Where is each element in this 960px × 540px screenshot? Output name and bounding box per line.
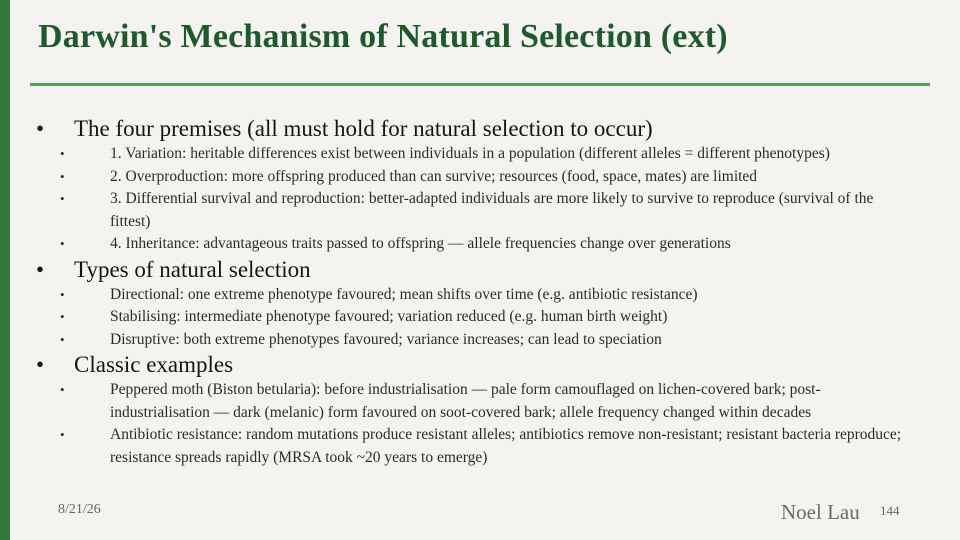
accent-bar <box>0 0 10 540</box>
bullet-icon: • <box>60 382 65 397</box>
section-heading-text: Types of natural selection <box>74 256 311 282</box>
title-divider <box>30 83 930 86</box>
slide-title: Darwin's Mechanism of Natural Selection (ext) <box>38 18 728 55</box>
bullet-icon: • <box>60 286 65 302</box>
list-item <box>36 306 916 329</box>
slide-body <box>36 115 916 469</box>
list-item <box>36 284 916 307</box>
list-item-text: 3. Differential survival and reproduction: better-adapted individuals are more likely to survive to reproduce (survival of the fittest) <box>110 190 874 230</box>
slide-date: 8/21/26 <box>58 502 101 517</box>
bullet-icon: • <box>60 168 65 184</box>
list-item-text: Disruptive: both extreme phenotypes favoured; variance increases; can lead to speciation <box>110 330 662 348</box>
list-item <box>36 233 916 256</box>
bullet-icon: • <box>60 427 65 442</box>
bullet-icon: • <box>60 331 65 347</box>
bullet-icon: • <box>60 236 65 251</box>
list-item <box>36 329 916 352</box>
list-item <box>36 424 916 469</box>
list-item-text: 2. Overproduction: more offspring produced than can survive; resources (food, space, mates) are limited <box>110 167 758 185</box>
list-item-text: Stabilising: intermediate phenotype favoured; variation reduced (e.g. human birth weight) <box>110 308 668 325</box>
list-item-text: 4. Inheritance: advantageous traits passed to offspring — allele frequencies change over generations <box>110 235 731 252</box>
list-item-text: Peppered moth (Biston betularia): before industrialisation — pale form camouflaged on lichen-covered bark; post-industrialisation — dark (melanic) form favoured on soot-covered bark; allele frequency changed within decades <box>110 381 821 421</box>
section-heading <box>36 351 916 379</box>
list-item-text: Directional: one extreme phenotype favoured; mean shifts over time (e.g. antibiotic resistance) <box>110 285 698 303</box>
author-name: Noel Lau <box>781 500 860 524</box>
section-heading <box>36 256 916 284</box>
bullet-icon: • <box>60 309 65 324</box>
bullet-icon: • <box>60 146 65 161</box>
list-item-text: 1. Variation: heritable differences exist between individuals in a population (different alleles = different phenotypes) <box>110 145 830 162</box>
list-item <box>36 379 916 424</box>
list-item <box>36 188 916 233</box>
bullet-icon: • <box>36 256 45 282</box>
list-item <box>36 143 916 166</box>
section-heading <box>36 115 916 143</box>
section-heading-text: The four premises (all must hold for natural selection to occur) <box>74 116 653 141</box>
list-item <box>36 166 916 189</box>
bullet-icon: • <box>36 116 45 141</box>
bullet-icon: • <box>60 191 65 206</box>
list-item-text: Antibiotic resistance: random mutations produce resistant alleles; antibiotics remove non-resistant; resistant bacteria reproduce; resistance spreads rapidly (MRSA took ~20 years to emerge) <box>110 426 902 466</box>
section-heading-text: Classic examples <box>74 352 234 377</box>
bullet-icon: • <box>36 352 45 377</box>
slide-number: 144 <box>880 503 900 518</box>
